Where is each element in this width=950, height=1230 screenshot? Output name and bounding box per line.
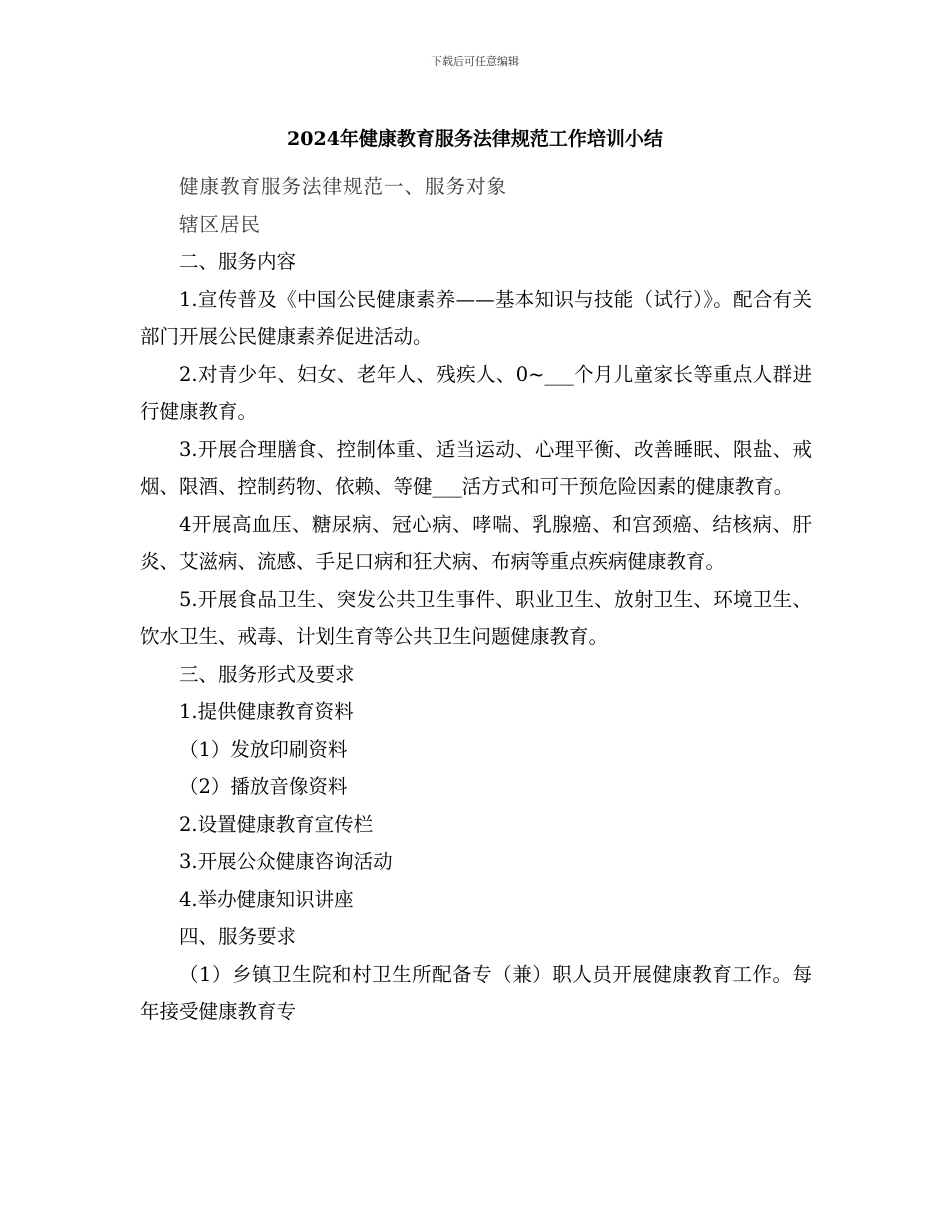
paragraph-consultation: 3.开展公众健康咨询活动	[179, 850, 393, 873]
paragraph-lectures: 4.举办健康知识讲座	[179, 887, 354, 911]
document-title: 2024年健康教育服务法律规范工作培训小结	[287, 128, 663, 150]
paragraph-heading-service-requirements: 四、服务要求	[179, 925, 297, 948]
paragraph-printed-materials: （1）发放印刷资料	[179, 737, 348, 761]
page-header-note: 下载后可任意编辑	[431, 55, 519, 68]
paragraph-item-3: 3.开展合理膳食、控制体重、适当运动、心理平衡、改善睡眠、限盐、戒烟、限酒、控制药物、依赖、等健___活方式和可干预危险因素的健康教育。	[140, 437, 812, 498]
document-body	[140, 168, 812, 1031]
paragraph-item-2: 2.对青少年、妇女、老年人、残疾人、0~___个月儿童家长等重点人群进行健康教育。	[140, 362, 812, 423]
paragraph-residents: 辖区居民	[179, 212, 262, 236]
paragraph-provide-materials: 1.提供健康教育资料	[179, 700, 354, 723]
paragraph-bulletin-board: 2.设置健康教育宣传栏	[179, 812, 374, 836]
paragraph-item-4: 4开展高血压、糖尿病、冠心病、哮喘、乳腺癌、和宫颈癌、结核病、肝炎、艾滋病、流感、手足口病和狂犬病、布病等重点疾病健康教育。	[140, 512, 812, 573]
paragraph-item-5: 5.开展食品卫生、突发公共卫生事件、职业卫生、放射卫生、环境卫生、饮水卫生、戒毒、计划生育等公共卫生问题健康教育。	[140, 587, 812, 648]
paragraph-item-1: 1.宣传普及《中国公民健康素养——基本知识与技能（试行）》。配合有关部门开展公民健康素养促进活动。	[140, 287, 812, 348]
paragraph-heading-service-content: 二、服务内容	[179, 250, 297, 273]
paragraph-av-materials: （2）播放音像资料	[179, 775, 348, 798]
paragraph-staffing: （1）乡镇卫生院和村卫生所配备专（兼）职人员开展健康教育工作。每年接受健康教育专	[140, 962, 812, 1023]
paragraph-heading-service-object: 健康教育服务法律规范一、服务对象	[179, 175, 508, 198]
paragraph-heading-service-form: 三、服务形式及要求	[179, 662, 355, 686]
